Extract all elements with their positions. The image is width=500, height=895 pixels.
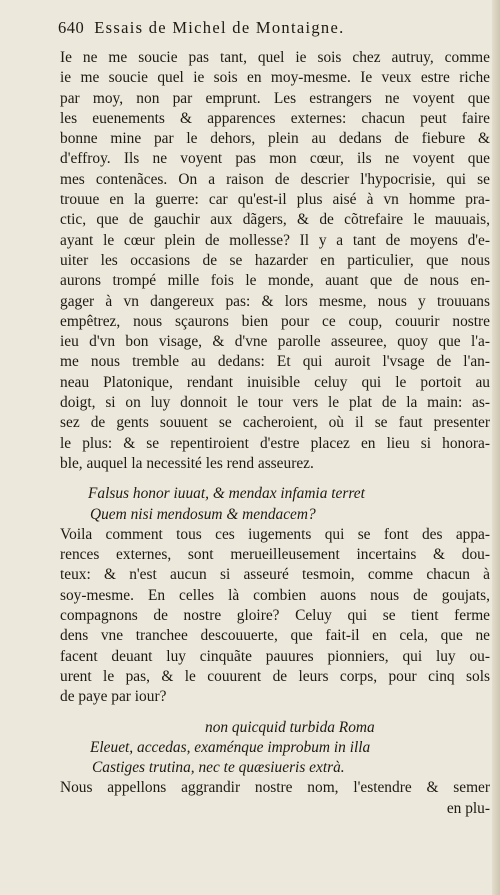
text-line: Nous appellons aggrandir nostre nom, l'estendre & semer xyxy=(60,779,490,797)
text-line: ctic, que de gauchir aux dãgers, & de cõtrefaire le mauuais, xyxy=(60,211,490,229)
text-line: rences externes, sont merueilleusement incertains & dou- xyxy=(60,546,490,564)
spacer xyxy=(60,708,490,718)
text-line: de paye par iour? xyxy=(60,688,167,706)
paragraph-3 xyxy=(60,778,490,798)
text-line: bonne mine par le dehors, plein au dedans de fiebure & xyxy=(60,130,490,148)
text-line: neau Platonique, rendant inuisible celuy qui le portoit au xyxy=(60,373,490,391)
text-line: gager à vn dangereux pas: & lors mesme, nous y trouuans xyxy=(60,292,490,310)
quote-line: non quicquid turbida Roma xyxy=(205,718,375,736)
latin-quote-1 xyxy=(60,484,490,525)
page-body xyxy=(60,48,490,819)
page-gutter-shadow xyxy=(492,0,500,895)
page-number: 640 xyxy=(58,18,85,37)
text-line: le plus: & se repentiroient d'estre placez en lieu si honora- xyxy=(60,434,490,452)
quote-line: Falsus honor iuuat, & mendax infamia terret xyxy=(88,485,365,503)
text-line: les euenements & apparences externes: chacun peut faire xyxy=(60,109,490,127)
paragraph-1 xyxy=(60,48,490,474)
text-line: ieu d'vn bon visage, & d'vne parolle asseuree, quoy que l'a- xyxy=(60,333,490,351)
text-line: compagnons de nostre gloire? Celuy qui se tient ferme xyxy=(60,607,490,625)
text-line: doigt, si on luy donnoit le tour vers le plat de la main: as- xyxy=(60,394,490,412)
text-line: par moy, non par emprunt. Les estrangers ne voyent que xyxy=(60,89,490,107)
text-line: Voila comment tous ces iugements qui se font des appa- xyxy=(60,525,490,543)
quote-line: Eleuet, accedas, examénque improbum in illa xyxy=(90,738,371,756)
text-line: ayant le cœur plein de mollesse? Il y a tant de moyens d'e- xyxy=(60,231,490,249)
text-line: aurons trompé mille fois le monde, auant que de nous en- xyxy=(60,272,490,290)
latin-quote-2 xyxy=(60,718,490,779)
text-line: teux: & n'est aucun si asseuré tesmoin, comme chacun à xyxy=(60,566,490,584)
spacer xyxy=(60,474,490,484)
catchword: en plu- xyxy=(446,799,490,817)
text-line: dens vne tranchee descouuerte, que fait-il en cela, que ne xyxy=(60,627,490,645)
text-line: facent deuant luy cinquãte pauures pionniers, qui luy ou- xyxy=(60,647,490,665)
paragraph-2 xyxy=(60,525,490,708)
text-line: ie me soucie quel ie sois en moy-mesme. Ie veux estre riche xyxy=(60,69,490,87)
text-line: ble, auquel la necessité les rend asseurez. xyxy=(60,454,314,472)
quote-line: Quem nisi mendosum & mendacem? xyxy=(90,505,316,523)
text-line: trouue en la guerre: car qu'est-il plus aisé à vn homme pra- xyxy=(60,191,490,209)
text-line: sez de gents souuent se cacheroient, où il se faut presenter xyxy=(60,414,490,432)
text-line: mes contenãces. On a raison de descrier l'hypocrisie, qui se xyxy=(60,170,490,188)
running-header xyxy=(58,18,488,38)
text-line: urent le pas, & le couurent de leurs corps, pour cinq sols xyxy=(60,667,490,685)
quote-line: Castiges trutina, nec te quæsiueris extrà. xyxy=(92,759,345,777)
running-title: Essais de Michel de Montaigne. xyxy=(94,18,345,37)
text-line: uiter les occasions de se hazarder en particulier, que nous xyxy=(60,251,490,269)
text-line: soy-mesme. En celles là combien auons nous de goujats, xyxy=(60,586,490,604)
text-line: me nous tremble au dedans: Et qui auroit l'vsage de l'an- xyxy=(60,353,490,371)
text-line: Ie ne me soucie pas tant, quel ie sois chez autruy, comme xyxy=(60,49,490,66)
text-line: d'effroy. Ils ne voyent pas mon cœur, ils ne voyent que xyxy=(60,150,490,168)
text-line: empêtrez, nous sçaurons bien pour ce coup, couurir nostre xyxy=(60,312,490,330)
